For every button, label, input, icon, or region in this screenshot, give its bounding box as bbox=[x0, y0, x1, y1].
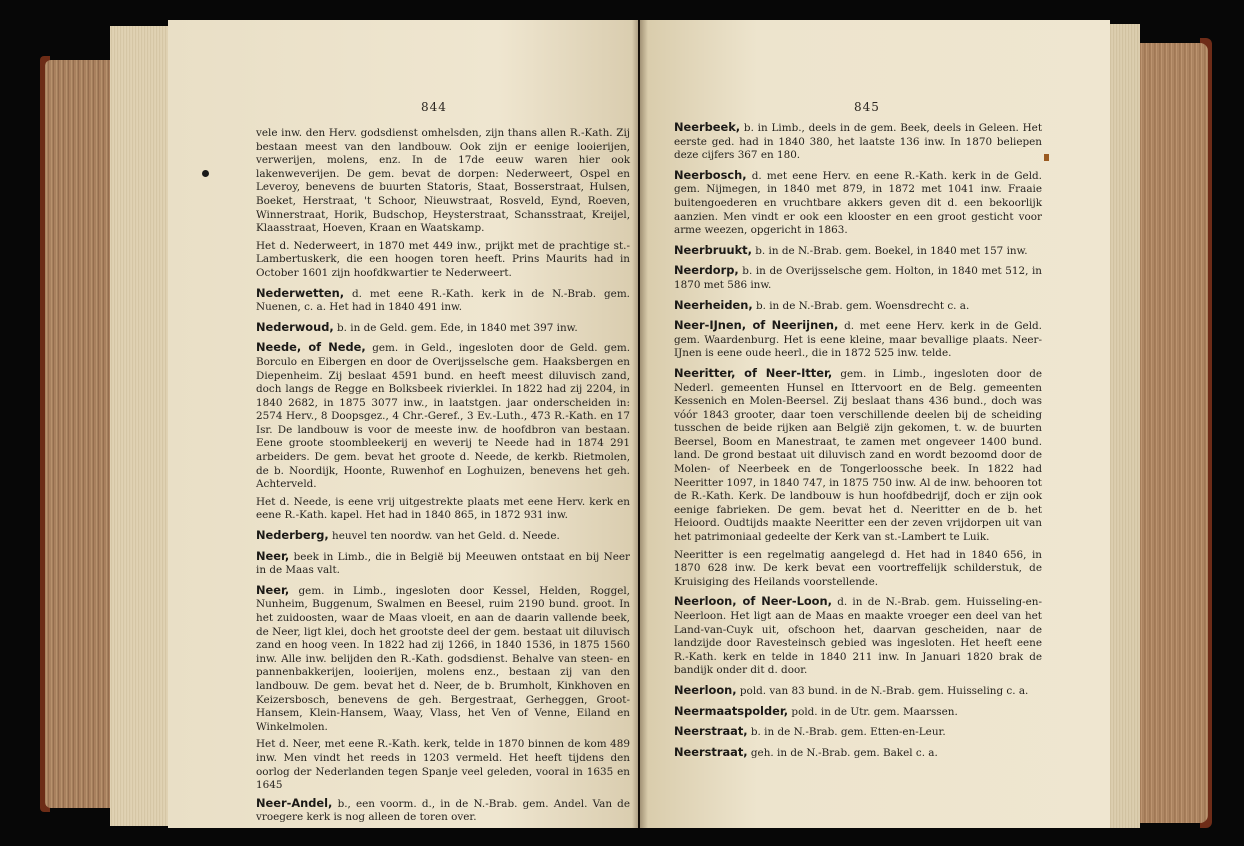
page-stack-left bbox=[110, 26, 170, 826]
entry-headword: Neeritter, of Neer-Itter, bbox=[674, 365, 833, 380]
entry bbox=[674, 684, 1042, 699]
entry-headword: Neer, bbox=[256, 582, 290, 597]
entry-body: b. in de N.-Brab. gem. Woensdrecht c. a. bbox=[755, 299, 970, 312]
entry-body: d. in de N.-Brab. gem. Huisseling-en-Neerloon. Het ligt aan de Maas en maakte vroeger een deel van het Land-van-Cuyk uit, ofschoon het, daarvan gescheiden, naar de landzijde door Ravesteinsch gebied was ingesloten. Het heeft eene R.-Kath. kerk en telde in 1840 211 inw. In Januari 1820 brak de bandijk onder dit d. door. bbox=[674, 596, 1043, 677]
entry bbox=[674, 725, 1042, 740]
entry bbox=[256, 584, 630, 735]
paragraph: Het d. Neer, met eene R.-Kath. kerk, telde in 1870 binnen de kom 489 inw. Men vindt het reeds in 1203 vermeld. Het heeft tijdens den oorlog der Nederlanden tegen Spanje veel geleden, vooral in 1635 en 1645 bbox=[256, 738, 630, 792]
entry-headword: Neer-Andel, bbox=[256, 795, 333, 810]
open-book bbox=[40, 18, 1210, 836]
entry-body: pold. in de Utr. gem. Maarssen. bbox=[791, 705, 958, 718]
entry bbox=[674, 367, 1042, 545]
entry-body: b. in de N.-Brab. gem. Boekel, in 1840 met 157 inw. bbox=[755, 244, 1028, 257]
entry-headword: Neerloon, bbox=[674, 682, 737, 697]
entry-body: b. in de Geld. gem. Ede, in 1840 met 397 inw. bbox=[337, 321, 578, 334]
entry-headword: Neermaatspolder, bbox=[674, 703, 789, 718]
entry bbox=[256, 797, 630, 825]
paragraph: Het d. Neede, is eene vrij uitgestrekte plaats met eene Herv. kerk en eene R.-Kath. kapel. Het had in 1840 865, in 1872 931 inw. bbox=[256, 495, 630, 522]
entry-body: beek in Limb., die in België bij Meeuwen ontstaat en bij Neer in de Maas valt. bbox=[256, 550, 630, 577]
entry-body: b. in de N.-Brab. gem. Etten-en-Leur. bbox=[750, 726, 946, 739]
entry-headword: Neerstraat, bbox=[674, 724, 748, 739]
entry bbox=[674, 299, 1042, 314]
entry-headword: Neerheiden, bbox=[674, 297, 753, 312]
entry-body: b. in Limb., deels in de gem. Beek, deels in Geleen. Het eerste ged. had in 1840 380, het laatste 136 inw. In 1870 beliepen deze cijfers 367 en 180. bbox=[674, 122, 1042, 162]
paragraph: Neeritter is een regelmatig aangelegd d. Het had in 1840 656, in 1870 628 inw. De kerk bevat een voortreffelijk schilderstuk, de Kruisiging des Heilands voorstellende. bbox=[674, 548, 1042, 588]
entry-body: d. met eene Herv. en eene R.-Kath. kerk in de Geld. gem. Nijmegen, in 1840 met 879, in 1872 met 1041 inw. Fraaie buitengoederen en vruchtbare akkers geven dit d. een bekoorlijk aanzien. Men vindt er ook een klooster en een groot gesticht voor arme weezen, opgericht in 1863. bbox=[674, 169, 1042, 237]
paragraph: vele inw. den Herv. godsdienst omhelsden, zijn thans allen R.-Kath. Zij bestaan meest van den landbouw. Ook zijn er eenige looierijen, verwerijen, molens, enz. In de 17de eeuw waren hier ook lakenweverijen. De gem. bevat de dorpen: Nederweert, Ospel en Leveroy, benevens de buurten Statoris, Staat, Bosserstraat, Hulsen, Boeket, Herstraat, 't Schoor, Nieuwstraat, Rosveld, Eynd, Roeven, Winnerstraat, Horik, Budschop, Heysterstraat, Schansstraat, Kreijel, Klaasstraat, Hoeven, Kraan en Waatskamp. bbox=[256, 127, 630, 235]
entry-body: gem. in Geld., ingesloten door de Geld. gem. Borculo en Eibergen en door de Overijsselsche gem. Haaksbergen en Diepenheim. Zij beslaat 4591 bund. en heeft meest diluvisch zand, doch langs de Regge en Bolksbeek rivierklei. In 1822 had zij 2204, in 1840 2682, in 1875 3077 inw., in laatstgen. jaar onderscheiden in: 2574 Herv., 8 Doopsgez., 4 Chr.-Geref., 3 Ev.-Luth., 473 R.-Kath. en 17 Isr. De landbouw is voor de meeste inw. de hoofdbron van bestaan. Eene groote stoombleekerij en weverij te Neede had in 1874 291 arbeiders. De gem. bevat het groote d. Neede, de kerkb. Rietmolen, de b. Noordijk, Hoonte, Ruwenhof en Loghuizen, benevens het geh. Achterveld. bbox=[256, 342, 630, 491]
entry-headword: Nederberg, bbox=[256, 528, 329, 543]
entry bbox=[674, 264, 1042, 292]
right-page bbox=[640, 20, 1110, 828]
entry-body: pold. van 83 bund. in de N.-Brab. gem. Huisseling c. a. bbox=[739, 684, 1029, 697]
entry bbox=[674, 121, 1042, 163]
entry-body: gem. in Limb., ingesloten door Kessel, Helden, Roggel, Nunheim, Buggenum, Swalmen en Beesel, ruim 2190 bund. groot. In het zuidoosten, waar de Maas vloeit, en aan de daarin vallende beek, de Neer, ligt klei, doch het grootste deel der gem. bestaat uit diluvisch zand en hoog veen. In 1822 had zij 1266, in 1840 1536, in 1875 1560 inw. Alle inw. belijden den R.-Kath. godsdienst. Behalve van steen- en pannenbakkerijen, looierijen, molens enz., bestaan zij van den landbouw. De gem. bevat het d. Neer, de b. Brumholt, Kinkhoven en Keizersbosch, benevens de geh. Bergestraat, Gerheggen, Groot-Hansem, Klein-Hansem, Waay, Vlass, het Ven of Venne, Eiland en Winkelmolen. bbox=[256, 584, 630, 733]
entry-body: d. met eene Herv. kerk in de Geld. gem. Waardenburg. Het is eene kleine, maar bevallige plaats. Neer-IJnen is eene oude heerl., die in 1872 525 inw. telde. bbox=[674, 320, 1042, 360]
right-page-text bbox=[674, 121, 1042, 766]
page-number-left: 844 bbox=[421, 100, 447, 114]
entry-body: b. in de Overijsselsche gem. Holton, in 1840 met 512, in 1870 met 586 inw. bbox=[674, 265, 1042, 291]
entry bbox=[256, 529, 630, 544]
entry-headword: Neerbosch, bbox=[674, 167, 747, 182]
book-gutter bbox=[632, 20, 648, 828]
entry bbox=[674, 244, 1042, 259]
entry-headword: Neer-IJnen, of Neerijnen, bbox=[674, 318, 839, 333]
entry-headword: Neede, of Nede, bbox=[256, 340, 366, 355]
left-page bbox=[168, 20, 638, 828]
binding-hole-mark bbox=[202, 170, 209, 177]
paragraph: Het d. Nederweert, in 1870 met 449 inw., prijkt met de prachtige st.-Lambertuskerk, die een hoogen toren heeft. Prins Maurits had in October 1601 zijn hoofdkwartier te Nederweert. bbox=[256, 239, 630, 279]
entry bbox=[256, 287, 630, 315]
entry-headword: Neerloon, of Neer-Loon, bbox=[674, 594, 832, 609]
entry bbox=[674, 319, 1042, 361]
entry-body: heuvel ten noordw. van het Geld. d. Neede. bbox=[332, 530, 560, 543]
left-page-text bbox=[256, 127, 630, 831]
margin-mark bbox=[1044, 154, 1049, 161]
entry-headword: Nederwoud, bbox=[256, 319, 334, 334]
entry-body: gem. in Limb., ingesloten door de Nederl. gemeenten Hunsel en Ittervoort en de Belg. gemeenten Kessenich en Molen-Beersel. Zij beslaat thans 436 bund., doch was vóór 1843 grooter, daar toen verschillende deelen bij de scheiding tusschen de beide rijken aan België zijn gekomen, t. w. de buurten Beersel, Boom en Manestraat, te zamen met ongeveer 1400 bund. land. De grond bestaat uit diluvisch zand en wordt bezoomd door de Molen- of Neerbeek en de Tongerloossche beek. In 1822 had Neeritter 1097, in 1840 747, in 1875 750 inw. Al de inw. behooren tot de R.-Kath. Kerk. De landbouw is hun hoofdbedrijf, doch er zijn ook eenige fabrieken. De gem. bevat het d. Neeritter en de b. het Heioord. Oudtijds maakte Neeritter een der zeven vrijdorpen uit van het patrimoniaal gedeelte der Kerk van st.-Lambert te Luik. bbox=[674, 367, 1042, 544]
entry bbox=[256, 321, 630, 336]
entry-body: geh. in de N.-Brab. gem. Bakel c. a. bbox=[750, 746, 938, 759]
entry bbox=[674, 746, 1042, 761]
entry bbox=[674, 595, 1042, 678]
entry-body: b., een voorm. d., in de N.-Brab. gem. Andel. Van de vroegere kerk is nog alleen de toren over. bbox=[256, 797, 630, 824]
entry-headword: Neerdorp, bbox=[674, 263, 739, 278]
entry-headword: Neerbeek, bbox=[674, 120, 741, 134]
entry bbox=[674, 169, 1042, 238]
entry-headword: Neerstraat, bbox=[674, 744, 748, 759]
entry-headword: Neer, bbox=[256, 548, 290, 563]
entry bbox=[256, 341, 630, 492]
entry-body: d. met eene R.-Kath. kerk in de N.-Brab. gem. Nuenen, c. a. Het had in 1840 491 inw. bbox=[256, 287, 630, 314]
entry bbox=[674, 705, 1042, 720]
page-number-right: 845 bbox=[854, 100, 880, 114]
entry-headword: Nederwetten, bbox=[256, 285, 345, 300]
entry-headword: Neerbruukt, bbox=[674, 242, 752, 257]
entry bbox=[256, 550, 630, 578]
